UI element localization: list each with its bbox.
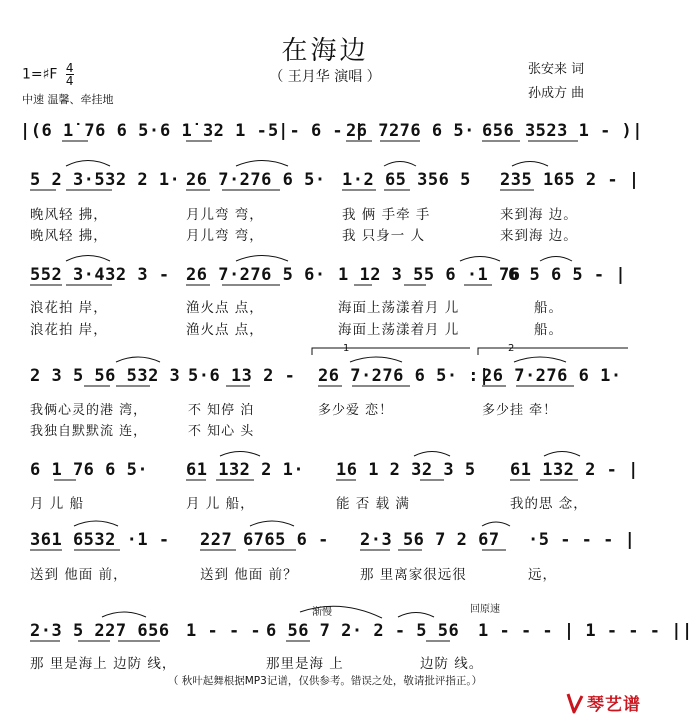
- lyric-2b-2: 月儿弯 弯，: [186, 228, 264, 244]
- lyric-6-1: 送到 他面 前，: [30, 567, 128, 583]
- measure-6-4: ·5 - - - |: [528, 530, 636, 550]
- measure-5-2: 61 132 2 1·: [186, 460, 305, 480]
- measure-4-3: 26 7·276 6 5· :|: [318, 366, 490, 386]
- lyric-7-3: 边防 线。: [420, 656, 484, 672]
- measure-1-2: 6 1̇ 32 1 - |: [160, 121, 289, 141]
- lyric-5-1: 月 儿 船: [30, 496, 85, 512]
- key-prefix: 1=: [22, 66, 43, 83]
- measure-2-2: 26 7·276 6 5·: [186, 170, 326, 190]
- lyric-4a-1: 我俩心灵的港 湾，: [30, 403, 148, 418]
- measure-2-1: 5 2 3·532 2 1·: [30, 170, 181, 190]
- tie-arc: [236, 161, 288, 167]
- tie-arc: [512, 162, 548, 167]
- measure-1-1: |(6 1̇ 76 6 5·: [20, 121, 160, 141]
- lyricist: 张安来 词: [528, 62, 585, 77]
- logo-text: 琴艺谱: [587, 695, 641, 715]
- volta-bracket-1: [312, 348, 470, 355]
- tie-arc: [220, 452, 260, 457]
- lyric-3a-3: 海面上荡漾着月 儿: [338, 300, 460, 316]
- lyric-7-2: 那里是海 上: [266, 656, 344, 672]
- lyric-3a-4: 船。: [534, 300, 563, 316]
- measure-1-4: 26 7276 6 5·: [346, 121, 475, 141]
- measure-5-1: 6 1 76 6 5·: [30, 460, 149, 480]
- measure-3-2: 26 7·276 5 6·: [186, 265, 326, 285]
- lyric-4b-2: 不 知心 头: [188, 424, 255, 439]
- lyric-6-4: 远，: [528, 567, 557, 583]
- lyric-2a-3: 我 俩 手牵 手: [342, 207, 431, 223]
- lyric-3b-1: 浪花拍 岸，: [30, 322, 108, 338]
- measure-3-1: 552 3·432 3 -: [30, 265, 170, 285]
- site-logo: [566, 690, 641, 715]
- measure-5-4: 61 132 2 - |: [510, 460, 639, 480]
- tie-arc: [414, 452, 450, 457]
- measure-5-3: 16 1 2 32 3 5: [336, 460, 476, 480]
- measure-1-5: 656 3523 1 - )|: [482, 121, 644, 141]
- measure-7-1: 2·3 5 227 656: [30, 621, 170, 641]
- volta-bracket-2: [478, 348, 628, 355]
- tie-arc: [460, 257, 500, 262]
- logo-icon: [566, 692, 584, 714]
- performer-subtitle: （ 王月华 演唱 ）: [269, 69, 381, 85]
- key-note: ♯F: [42, 66, 58, 83]
- measure-4-1: 2 3 5 56 532 3: [30, 366, 181, 386]
- measure-7-2: 1 - - -: [186, 621, 262, 641]
- volta-2-number: 2: [508, 343, 515, 354]
- measure-2-4: 235 165 2 - |: [500, 170, 640, 190]
- measure-6-3: 2·3 56 7 2 67: [360, 530, 500, 550]
- tie-arc: [250, 521, 294, 526]
- lyric-5-2: 月 儿 船，: [186, 496, 255, 512]
- lyric-2b-1: 晚风轻 拂，: [30, 228, 108, 244]
- tie-arc: [398, 613, 434, 618]
- measure-3-3: 1 12 3 55 6 ·1 76: [338, 265, 521, 285]
- lyric-4a-2: 不 知停 泊: [188, 403, 255, 418]
- tie-arc: [236, 256, 288, 262]
- lyric-5-3: 能 否 载 满: [336, 496, 410, 512]
- tie-arc: [116, 357, 160, 362]
- lyric-2a-1: 晚风轻 拂，: [30, 207, 108, 223]
- tie-arc: [544, 452, 580, 457]
- lyric-3b-2: 渔火点 点，: [186, 322, 264, 338]
- measure-1-3: 5 - 6 - |: [268, 121, 365, 141]
- tie-arc: [540, 257, 572, 262]
- time-top: 4: [65, 61, 74, 75]
- lyric-6-2: 送到 他面 前？: [200, 567, 298, 583]
- lyric-3a-2: 渔火点 点，: [186, 300, 264, 316]
- tie-arc: [350, 357, 402, 362]
- lyric-3b-3: 海面上荡漾着月 儿: [338, 322, 460, 338]
- lyric-2a-4: 来到海 边。: [500, 207, 578, 223]
- lyric-5-4: 我的思 念，: [510, 496, 588, 512]
- tie-arc: [66, 161, 110, 167]
- song-title: 在海边: [281, 36, 369, 66]
- measure-2-3: 1·2 65 356 5: [342, 170, 471, 190]
- measure-6-2: 227 6765 6 -: [200, 530, 329, 550]
- lyric-2b-4: 来到海 边。: [500, 228, 578, 244]
- tie-arc: [300, 606, 382, 618]
- measure-7-3: 6 56 7 2· 2 - 5 56: [266, 621, 460, 641]
- lyric-3b-4: 船。: [534, 322, 563, 338]
- measure-4-2: 5·6 13 2 -: [188, 366, 296, 386]
- lyric-2a-2: 月儿弯 弯，: [186, 207, 264, 223]
- time-bottom: 4: [65, 74, 74, 88]
- tie-arc: [74, 521, 118, 526]
- transcription-note: （ 秋叶起舞根据MP3记谱，仅供参考。错误之处，敬请批评指正。）: [167, 675, 483, 687]
- a-tempo-marking: 回原速: [470, 604, 500, 615]
- tempo-marking: 中速 温馨、牵挂地: [22, 93, 114, 106]
- tie-arc: [66, 256, 110, 262]
- volta-1-number: 1: [343, 343, 350, 354]
- lyric-4a-3: 多少爱 恋！: [318, 403, 394, 418]
- measure-6-1: 361 6532 ·1 -: [30, 530, 170, 550]
- lyric-6-3: 那 里离家很远很: [360, 567, 467, 583]
- lyric-3a-1: 浪花拍 岸，: [30, 300, 108, 316]
- lyric-2b-3: 我 只身一 人: [342, 228, 426, 244]
- measure-4-4: 26 7·276 6 1·: [482, 366, 622, 386]
- measure-3-4: 6 5 6 5 - |: [508, 265, 627, 285]
- measure-7-4: 1 - - - | 1 - - - ||: [478, 621, 693, 641]
- tie-arc: [384, 162, 416, 167]
- lyric-4b-1: 我独自默默流 连，: [30, 424, 148, 439]
- tie-arc: [514, 357, 566, 362]
- lyric-4a-4: 多少挂 牵！: [482, 403, 558, 418]
- tie-arc: [482, 522, 510, 526]
- lyric-7-1: 那 里是海上 边防 线，: [30, 656, 177, 672]
- rit-marking: 渐慢: [312, 607, 332, 618]
- composer: 孙成方 曲: [528, 86, 585, 101]
- tie-arc: [102, 612, 146, 617]
